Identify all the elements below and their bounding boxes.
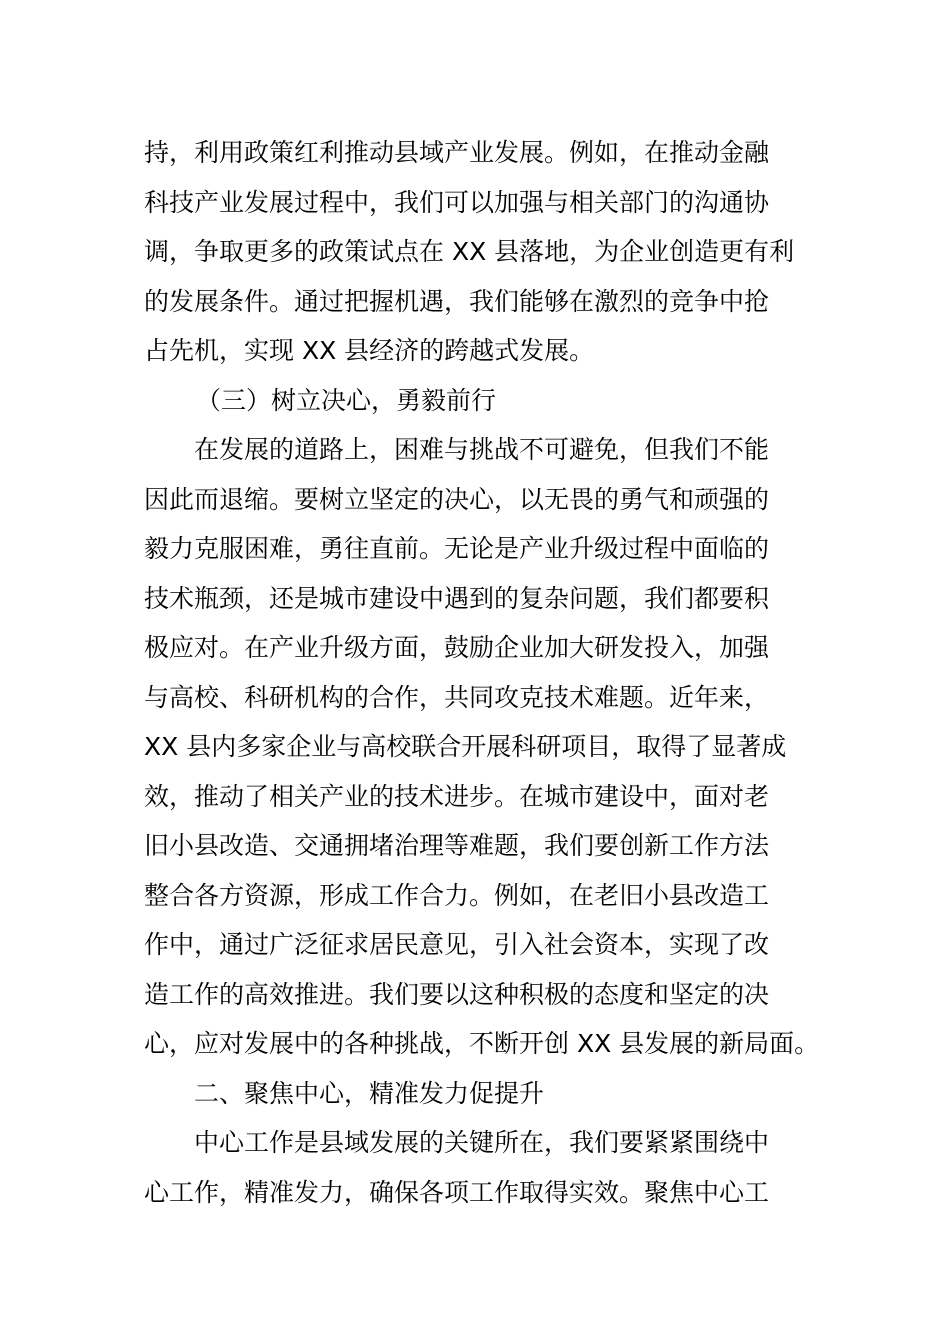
text-line: 造工作的高效推进。我们要以这种积极的态度和坚定的决: [144, 979, 770, 1009]
text-line: 与高校、科研机构的合作，共同攻克技术难题。近年来，: [144, 682, 770, 712]
text-line: 的发展条件。通过把握机遇，我们能够在激烈的竞争中抢: [144, 286, 770, 316]
document-body: [144, 128, 824, 1217]
text-line: 因此而退缩。要树立坚定的决心，以无畏的勇气和顽强的: [144, 484, 770, 514]
section-heading-3: （三）树立决心，勇毅前行: [196, 385, 497, 415]
text-line: 科技产业发展过程中，我们可以加强与相关部门的沟通协: [144, 187, 770, 217]
text-line: 作中，通过广泛征求居民意见，引入社会资本，实现了改: [144, 930, 770, 959]
text-line: 心工作，精准发力，确保各项工作取得实效。聚焦中心工: [144, 1177, 770, 1207]
text-line: 心，应对发展中的各种挑战，不断开创 XX 县发展的新局面。: [144, 1029, 820, 1058]
text-line: 旧小县改造、交通拥堵治理等难题，我们要创新工作方法: [144, 831, 770, 860]
section-heading-2: 二、聚焦中心，精准发力促提升: [194, 1078, 545, 1108]
text-line: 极应对。在产业升级方面，鼓励企业加大研发投入，加强: [144, 633, 770, 662]
paragraph-start-line: 在发展的道路上，困难与挑战不可避免，但我们不能: [194, 435, 770, 464]
text-line: 效，推动了相关产业的技术进步。在城市建设中，面对老: [144, 781, 770, 811]
text-line: XX 县内多家企业与高校联合开展科研项目，取得了显著成: [144, 732, 787, 761]
text-line: 占先机，实现 XX 县经济的跨越式发展。: [144, 336, 595, 365]
text-line: 整合各方资源，形成工作合力。例如，在老旧小县改造工: [144, 880, 770, 910]
text-line: 持，利用政策红利推动县域产业发展。例如，在推动金融: [144, 138, 770, 167]
text-line: 调，争取更多的政策试点在 XX 县落地，为企业创造更有利: [144, 237, 795, 266]
paragraph-start-line: 中心工作是县域发展的关键所在，我们要紧紧围绕中: [194, 1128, 770, 1157]
text-line: 技术瓶颈，还是城市建设中遇到的复杂问题，我们都要积: [144, 583, 770, 613]
text-line: 毅力克服困难，勇往直前。无论是产业升级过程中面临的: [144, 534, 770, 563]
